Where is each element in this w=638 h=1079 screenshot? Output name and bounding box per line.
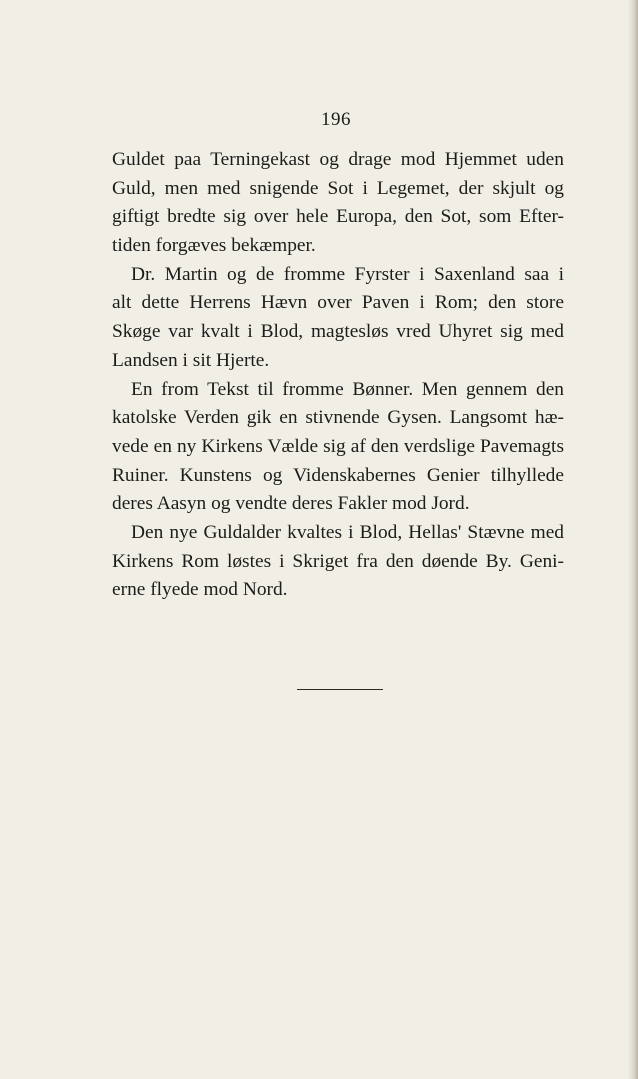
- text-line: Den nye Guldalder kvaltes i Blod, Hellas' Stævne med: [131, 521, 564, 543]
- text-line: En from Tekst til fromme Bønner. Men gennem den: [131, 378, 564, 400]
- text-line: Skøge var kvalt i Blod, magtesløs vred Uhyret sig med: [112, 321, 564, 343]
- text-line: Guld, men med snigende Sot i Legemet, der skjult og: [112, 177, 564, 199]
- text-line: Kirkens Rom løstes i Skriget fra den døende By. Geni-: [112, 550, 564, 572]
- text-line: alt dette Herrens Hævn over Paven i Rom; den store: [112, 292, 564, 314]
- text-line: tiden forgæves bekæmper.: [112, 235, 316, 257]
- page-number: 196: [321, 109, 351, 130]
- text-line: deres Aasyn og vendte deres Fakler mod Jord.: [112, 493, 470, 515]
- text-line: katolske Verden gik en stivnende Gysen. Langsomt hæ-: [112, 407, 564, 429]
- text-line: Landsen i sit Hjerte.: [112, 349, 270, 371]
- section-end-rule: [297, 689, 383, 690]
- page-edge-shadow: [628, 0, 638, 1079]
- text-line: vede en ny Kirkens Vælde sig af den verdslige Pavemagts: [112, 435, 564, 457]
- text-line: Dr. Martin og de fromme Fyrster i Saxenland saa i: [131, 263, 564, 285]
- text-line: erne flyede mod Nord.: [112, 579, 288, 601]
- text-line: giftigt bredte sig over hele Europa, den Sot, som Efter-: [112, 206, 564, 228]
- body-text: [112, 146, 564, 605]
- text-line: Guldet paa Terningekast og drage mod Hjemmet uden: [112, 149, 564, 170]
- text-line: Ruiner. Kunstens og Videnskabernes Genier tilhyllede: [112, 464, 564, 486]
